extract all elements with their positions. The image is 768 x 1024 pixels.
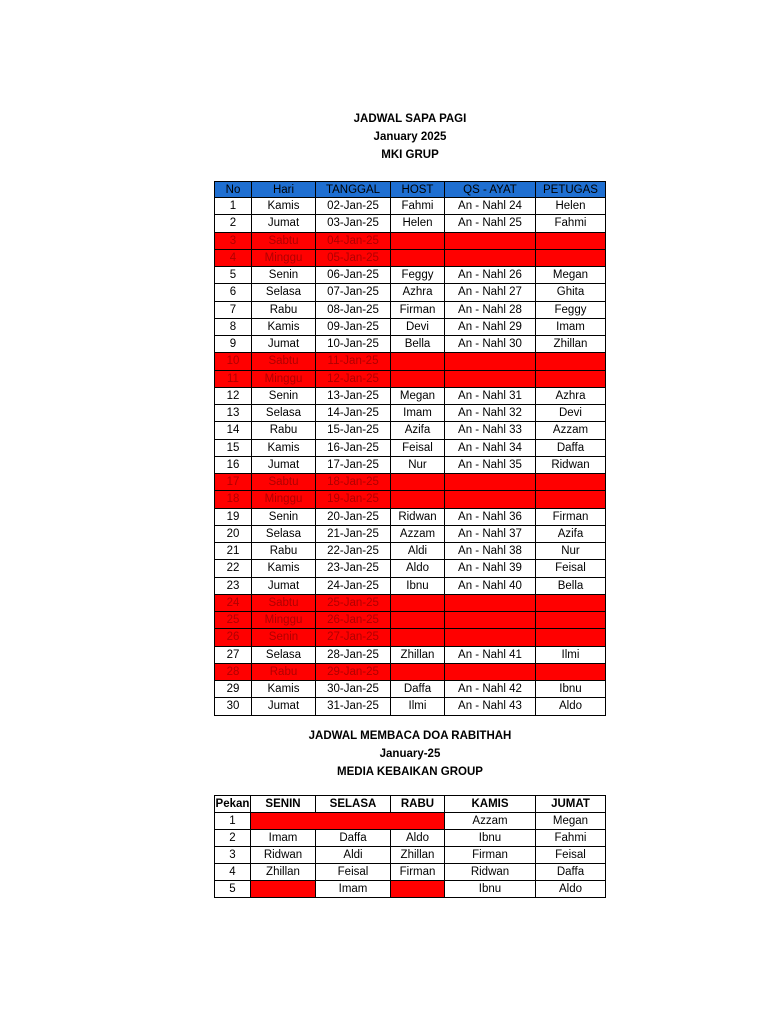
table-cell: Zhillan (536, 336, 606, 353)
table-cell: 14-Jan-25 (316, 405, 391, 422)
table-cell: Daffa (391, 681, 445, 698)
table-cell: Jumat (252, 456, 316, 473)
table-cell: 8 (215, 318, 252, 335)
table-cell: 18-Jan-25 (316, 474, 391, 491)
table-cell (391, 663, 445, 680)
table-cell: Imam (251, 830, 316, 847)
table-cell: Ridwan (536, 456, 606, 473)
table-cell: 3 (215, 232, 252, 249)
table-cell: 4 (215, 249, 252, 266)
table-cell: An - Nahl 32 (445, 405, 536, 422)
header-host: HOST (391, 182, 445, 198)
table-row (215, 881, 606, 898)
table-cell: Firman (445, 847, 536, 864)
table-cell (536, 370, 606, 387)
table-cell: An - Nahl 40 (445, 577, 536, 594)
table-cell: An - Nahl 34 (445, 439, 536, 456)
table-cell: Zhillan (251, 864, 316, 881)
table-cell: 05-Jan-25 (316, 249, 391, 266)
table-cell: 27-Jan-25 (316, 629, 391, 646)
table-cell: Fahmi (536, 215, 606, 232)
table-cell: Feisal (536, 847, 606, 864)
table-cell: Kamis (252, 560, 316, 577)
table-cell: Aldi (316, 847, 391, 864)
table-cell: Ibnu (445, 881, 536, 898)
table-cell: Fahmi (536, 830, 606, 847)
table-cell (391, 370, 445, 387)
table-cell (536, 474, 606, 491)
table-cell (536, 491, 606, 508)
table-cell: 19-Jan-25 (316, 491, 391, 508)
table-cell: Jumat (252, 577, 316, 594)
table-cell: 07-Jan-25 (316, 284, 391, 301)
table-cell: Kamis (252, 198, 316, 215)
empty-red-cell (251, 881, 316, 898)
table-cell: An - Nahl 29 (445, 318, 536, 335)
table-cell (391, 249, 445, 266)
table-cell: Azhra (536, 387, 606, 404)
table-cell: Selasa (252, 646, 316, 663)
table-row (215, 353, 606, 370)
table-cell (391, 474, 445, 491)
doa-title-block (0, 727, 768, 781)
table-cell: An - Nahl 31 (445, 387, 536, 404)
table-row (215, 318, 606, 335)
table-row (215, 284, 606, 301)
table-cell (445, 232, 536, 249)
table-cell: Fahmi (391, 198, 445, 215)
header-pekan: Pekan (215, 796, 251, 813)
table-cell: 20 (215, 525, 252, 542)
table-cell: 21-Jan-25 (316, 525, 391, 542)
table-cell: Rabu (252, 663, 316, 680)
table-cell: 13 (215, 405, 252, 422)
table-cell: Daffa (536, 439, 606, 456)
header-hari: Hari (252, 182, 316, 198)
table-cell: 7 (215, 301, 252, 318)
header-selasa: SELASA (316, 796, 391, 813)
table-cell: 22 (215, 560, 252, 577)
table-header-row (215, 796, 606, 813)
table-cell: 5 (215, 881, 251, 898)
table-row (215, 663, 606, 680)
table-cell: 30 (215, 698, 252, 715)
table-cell: An - Nahl 35 (445, 456, 536, 473)
table-cell: Zhillan (391, 847, 445, 864)
table-cell: 24-Jan-25 (316, 577, 391, 594)
table-cell: 22-Jan-25 (316, 543, 391, 560)
table-cell: Imam (391, 405, 445, 422)
table-cell: Aldi (391, 543, 445, 560)
table-cell: Minggu (252, 612, 316, 629)
table-cell: 1 (215, 198, 252, 215)
doa-title: JADWAL MEMBACA DOA RABITHAH (308, 730, 512, 742)
table-cell: Aldo (391, 830, 445, 847)
table-cell: An - Nahl 39 (445, 560, 536, 577)
table-cell: Sabtu (252, 353, 316, 370)
table-row (215, 249, 606, 266)
sapa-pagi-table (214, 181, 606, 716)
table-cell: Feggy (391, 267, 445, 284)
table-row (215, 508, 606, 525)
table-cell: Bella (536, 577, 606, 594)
table-cell: Jumat (252, 336, 316, 353)
table-cell: An - Nahl 42 (445, 681, 536, 698)
table-cell: Jumat (252, 215, 316, 232)
table-row (215, 543, 606, 560)
table-cell: Azzam (445, 813, 536, 830)
table-cell: Senin (252, 508, 316, 525)
table-cell: Ilmi (536, 646, 606, 663)
table-cell: 21 (215, 543, 252, 560)
schedule-title: JADWAL SAPA PAGI (353, 113, 467, 125)
table-cell (536, 594, 606, 611)
table-cell (391, 491, 445, 508)
table-cell: 02-Jan-25 (316, 198, 391, 215)
table-cell: Megan (536, 813, 606, 830)
schedule-title-block (0, 110, 768, 164)
table-cell: 11 (215, 370, 252, 387)
table-cell: An - Nahl 38 (445, 543, 536, 560)
empty-red-cell (251, 813, 445, 830)
table-cell (536, 612, 606, 629)
table-cell: Minggu (252, 370, 316, 387)
table-cell: Senin (252, 387, 316, 404)
table-cell: An - Nahl 28 (445, 301, 536, 318)
table-cell: Daffa (536, 864, 606, 881)
table-row (215, 405, 606, 422)
header-jumat: JUMAT (536, 796, 606, 813)
table-cell (391, 232, 445, 249)
table-cell: Azzam (536, 422, 606, 439)
table-cell: 2 (215, 215, 252, 232)
table-cell: Bella (391, 336, 445, 353)
schedule-group: MKI GRUP (381, 149, 439, 161)
table-cell: Feisal (316, 864, 391, 881)
table-row (215, 301, 606, 318)
table-cell (391, 629, 445, 646)
table-cell (536, 353, 606, 370)
table-cell: Senin (252, 267, 316, 284)
table-cell: 14 (215, 422, 252, 439)
table-row (215, 474, 606, 491)
table-cell (445, 353, 536, 370)
table-cell: An - Nahl 26 (445, 267, 536, 284)
table-row (215, 560, 606, 577)
table-cell: 26 (215, 629, 252, 646)
table-cell: Rabu (252, 301, 316, 318)
table-row (215, 198, 606, 215)
table-cell: 1 (215, 813, 251, 830)
table-cell: 15-Jan-25 (316, 422, 391, 439)
table-row (215, 681, 606, 698)
table-cell: 28 (215, 663, 252, 680)
table-cell: Ibnu (536, 681, 606, 698)
table-cell: 08-Jan-25 (316, 301, 391, 318)
table-row (215, 525, 606, 542)
table-cell: Ilmi (391, 698, 445, 715)
table-cell: 29-Jan-25 (316, 663, 391, 680)
table-cell: 10-Jan-25 (316, 336, 391, 353)
table-cell: Zhillan (391, 646, 445, 663)
table-cell: Rabu (252, 422, 316, 439)
table-cell (536, 249, 606, 266)
table-cell (536, 663, 606, 680)
table-cell: 6 (215, 284, 252, 301)
table-cell: An - Nahl 36 (445, 508, 536, 525)
table-cell: Nur (536, 543, 606, 560)
table-row (215, 232, 606, 249)
table-cell: 26-Jan-25 (316, 612, 391, 629)
table-row (215, 864, 606, 881)
table-cell: 17-Jan-25 (316, 456, 391, 473)
table-cell: Firman (391, 301, 445, 318)
table-cell: An - Nahl 41 (445, 646, 536, 663)
header-senin: SENIN (251, 796, 316, 813)
table-cell: Azifa (536, 525, 606, 542)
table-cell: Firman (536, 508, 606, 525)
table-cell: An - Nahl 24 (445, 198, 536, 215)
table-cell: Minggu (252, 249, 316, 266)
table-cell (445, 594, 536, 611)
table-cell: Jumat (252, 698, 316, 715)
table-row (215, 387, 606, 404)
table-cell: Devi (536, 405, 606, 422)
table-cell (445, 612, 536, 629)
table-cell: 11-Jan-25 (316, 353, 391, 370)
table-cell: 25 (215, 612, 252, 629)
table-cell: Ibnu (391, 577, 445, 594)
table-cell: Megan (391, 387, 445, 404)
table-cell: 09-Jan-25 (316, 318, 391, 335)
table-cell: An - Nahl 43 (445, 698, 536, 715)
table-cell: 16-Jan-25 (316, 439, 391, 456)
table-cell: Kamis (252, 318, 316, 335)
table-row (215, 847, 606, 864)
table-cell: Imam (316, 881, 391, 898)
table-cell: 30-Jan-25 (316, 681, 391, 698)
table-cell: An - Nahl 37 (445, 525, 536, 542)
table-cell (445, 370, 536, 387)
table-cell: 31-Jan-25 (316, 698, 391, 715)
table-cell: Aldo (391, 560, 445, 577)
header-kamis: KAMIS (445, 796, 536, 813)
schedule-month: January 2025 (373, 131, 447, 143)
table-row (215, 215, 606, 232)
table-cell: Feisal (391, 439, 445, 456)
table-cell: 19 (215, 508, 252, 525)
table-cell: Firman (391, 864, 445, 881)
table-row (215, 422, 606, 439)
table-row (215, 370, 606, 387)
table-cell: 5 (215, 267, 252, 284)
doa-group: MEDIA KEBAIKAN GROUP (337, 766, 483, 778)
table-cell: 13-Jan-25 (316, 387, 391, 404)
table-cell: 12 (215, 387, 252, 404)
table-cell: 18 (215, 491, 252, 508)
table-cell (445, 491, 536, 508)
table-cell: 17 (215, 474, 252, 491)
table-cell: 27 (215, 646, 252, 663)
table-row (215, 629, 606, 646)
table-cell: Megan (536, 267, 606, 284)
table-row (215, 267, 606, 284)
table-cell: Azzam (391, 525, 445, 542)
table-row (215, 646, 606, 663)
table-cell: 04-Jan-25 (316, 232, 391, 249)
table-cell: 9 (215, 336, 252, 353)
table-cell: Aldo (536, 698, 606, 715)
table-cell: 20-Jan-25 (316, 508, 391, 525)
table-cell: 2 (215, 830, 251, 847)
table-cell: Sabtu (252, 232, 316, 249)
table-cell: Minggu (252, 491, 316, 508)
table-cell (391, 594, 445, 611)
table-cell: Senin (252, 629, 316, 646)
table-row (215, 336, 606, 353)
table-cell: Kamis (252, 681, 316, 698)
doa-month: January-25 (379, 748, 441, 760)
table-cell: Ridwan (445, 864, 536, 881)
table-cell: Selasa (252, 284, 316, 301)
table-row (215, 456, 606, 473)
table-cell: An - Nahl 25 (445, 215, 536, 232)
table-row (215, 698, 606, 715)
table-row (215, 612, 606, 629)
table-cell: An - Nahl 27 (445, 284, 536, 301)
table-cell: An - Nahl 30 (445, 336, 536, 353)
table-row (215, 830, 606, 847)
table-row (215, 594, 606, 611)
table-cell: 23-Jan-25 (316, 560, 391, 577)
table-cell: 28-Jan-25 (316, 646, 391, 663)
table-cell: Ibnu (445, 830, 536, 847)
table-cell: An - Nahl 33 (445, 422, 536, 439)
table-cell: Helen (536, 198, 606, 215)
header-petugas: PETUGAS (536, 182, 606, 198)
table-cell: Azhra (391, 284, 445, 301)
table-cell (391, 612, 445, 629)
table-cell: Feggy (536, 301, 606, 318)
table-cell: 12-Jan-25 (316, 370, 391, 387)
table-cell (445, 249, 536, 266)
table-cell: Daffa (316, 830, 391, 847)
table-cell: Sabtu (252, 474, 316, 491)
table-cell: Nur (391, 456, 445, 473)
table-cell (445, 629, 536, 646)
table-row (215, 439, 606, 456)
table-cell: Kamis (252, 439, 316, 456)
table-row (215, 813, 606, 830)
table-cell: Feisal (536, 560, 606, 577)
table-cell: Devi (391, 318, 445, 335)
table-cell: 23 (215, 577, 252, 594)
header-tanggal: TANGGAL (316, 182, 391, 198)
table-cell (445, 474, 536, 491)
table-cell: 16 (215, 456, 252, 473)
table-cell: Ridwan (391, 508, 445, 525)
header-no: No (215, 182, 252, 198)
table-cell: 29 (215, 681, 252, 698)
table-cell: Selasa (252, 525, 316, 542)
table-header-row (215, 182, 606, 198)
table-cell: 25-Jan-25 (316, 594, 391, 611)
table-cell (536, 232, 606, 249)
table-cell (391, 353, 445, 370)
table-cell: Azifa (391, 422, 445, 439)
table-cell: 24 (215, 594, 252, 611)
empty-red-cell (391, 881, 445, 898)
table-cell: Helen (391, 215, 445, 232)
header-rabu: RABU (391, 796, 445, 813)
table-cell: Selasa (252, 405, 316, 422)
table-cell: Ghita (536, 284, 606, 301)
table-row (215, 577, 606, 594)
table-cell: 3 (215, 847, 251, 864)
table-cell: Imam (536, 318, 606, 335)
header-qs-ayat: QS - AYAT (445, 182, 536, 198)
doa-rabithah-table (214, 795, 606, 898)
table-cell: 15 (215, 439, 252, 456)
table-cell: 4 (215, 864, 251, 881)
table-row (215, 491, 606, 508)
table-cell: Aldo (536, 881, 606, 898)
table-cell: 03-Jan-25 (316, 215, 391, 232)
table-cell (536, 629, 606, 646)
table-cell (445, 663, 536, 680)
table-cell: 10 (215, 353, 252, 370)
table-cell: 06-Jan-25 (316, 267, 391, 284)
table-cell: Sabtu (252, 594, 316, 611)
table-cell: Rabu (252, 543, 316, 560)
table-cell: Ridwan (251, 847, 316, 864)
